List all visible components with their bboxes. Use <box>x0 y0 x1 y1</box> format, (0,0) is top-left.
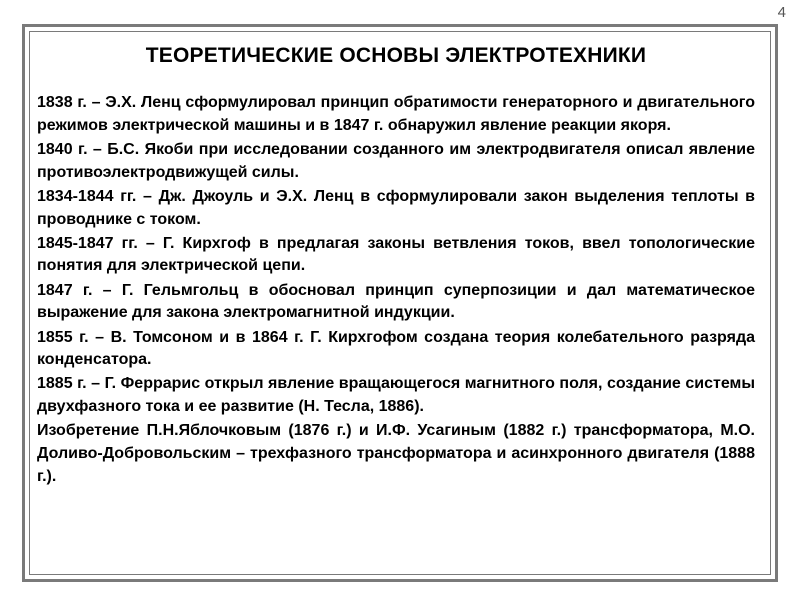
history-entry: 1838 г. – Э.Х. Ленц сформулировал принцип обратимости генераторного и двигательного режимов электрической машины и в 1847 г. обнаружил явление реакции якоря. <box>37 94 755 134</box>
history-entries <box>37 92 755 488</box>
history-entry: 1855 г. – В. Томсоном и в 1864 г. Г. Кирхгофом создана теория колебательного разряда конденсатора. <box>37 328 755 369</box>
history-entry: 1834-1844 гг. – Дж. Джоуль и Э.Х. Ленц в сформулировали закон выделения теплоты в проводнике с током. <box>37 187 755 228</box>
history-entry: 1885 г. – Г. Феррарис открыл явление вращающегося магнитного поля, создание системы двухфазного тока и ее развитие (Н. Тесла, 1886). <box>37 375 755 416</box>
history-entry: 1847 г. – Г. Гельмгольц в обосновал принцип суперпозиции и дал математическое выражение для закона электромагнитной индукции. <box>37 281 755 322</box>
slide-title: ТЕОРЕТИЧЕСКИЕ ОСНОВЫ ЭЛЕКТРОТЕХНИКИ <box>145 44 647 67</box>
history-entry: Изобретение П.Н.Яблочковым (1876 г.) и И.Ф. Усагиным (1882 г.) трансформатора, М.О. Доливо-Добровольским – трехфазного трансформатора и асинхронного двигателя (1888 г.). <box>37 422 755 485</box>
slide-content <box>37 44 755 490</box>
page-number: 4 <box>777 4 786 21</box>
history-entry: 1840 г. – Б.С. Якоби при исследовании созданного им электродвигателя описал явление противоэлектродвижущей силы. <box>37 140 755 181</box>
history-entry: 1845-1847 гг. – Г. Кирхгоф в предлагая законы ветвления токов, ввел топологические понятия для электрической цепи. <box>37 234 755 275</box>
